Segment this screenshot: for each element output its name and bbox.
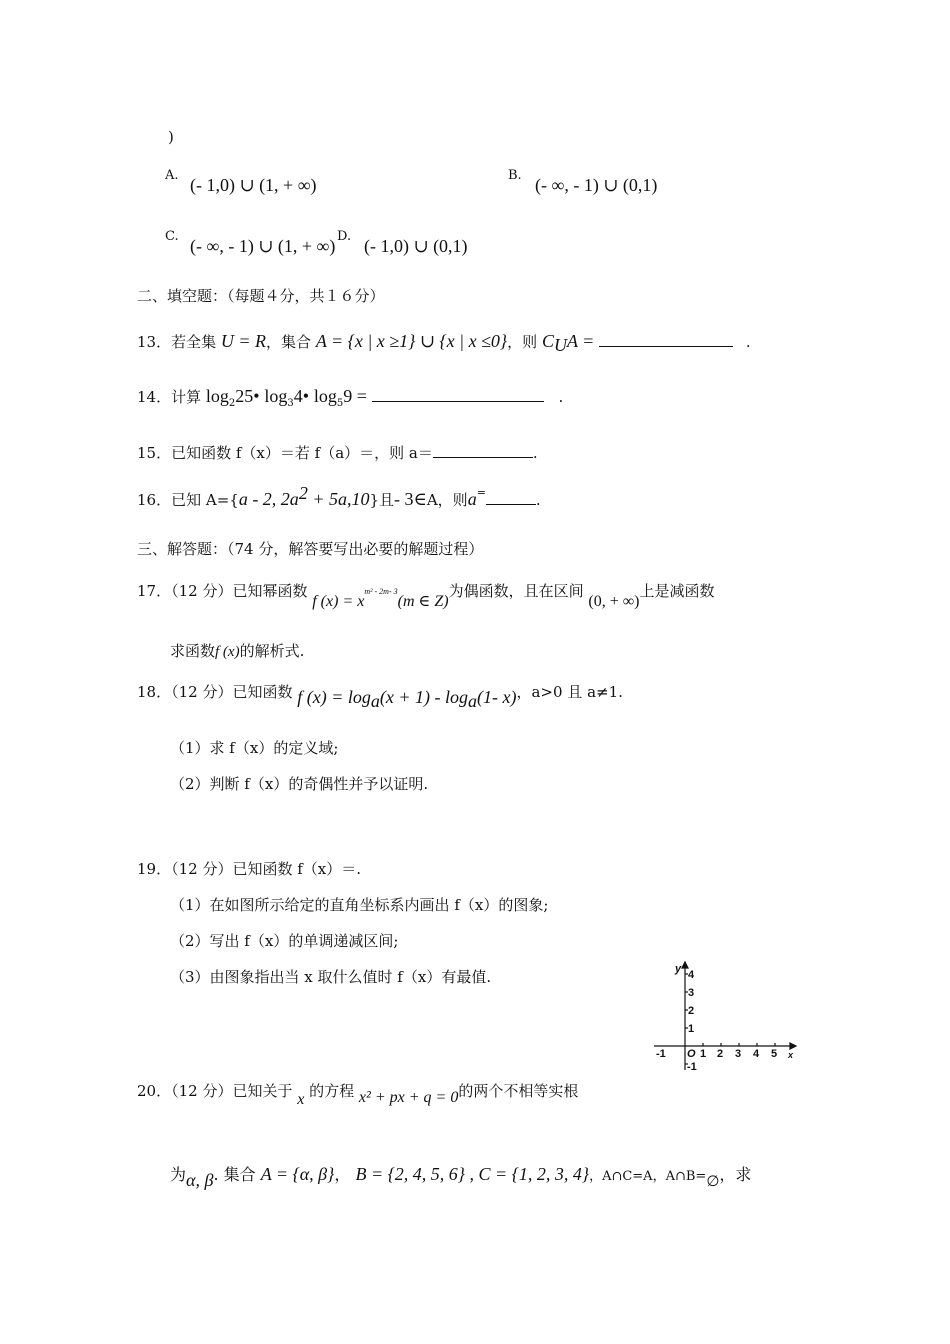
question-17 — [137, 577, 715, 610]
q19-text: （12 分）已知函数 f（x）＝. — [171, 860, 361, 878]
q14-log-2: log — [264, 386, 288, 406]
question-16 — [137, 482, 541, 511]
q16-math-3: - 3∈ — [394, 489, 427, 509]
x-tick-label: -1 — [656, 1048, 666, 1060]
q14-log-3-base: 5 — [336, 398, 344, 409]
q17-math-func: f (x) = x — [312, 593, 365, 610]
q16-math-1: a - 2, 2a — [238, 489, 299, 509]
q18-part-1: （1）求 f（x）的定义域; — [170, 739, 339, 757]
q20-line2-roots: α, β — [186, 1170, 214, 1190]
q14-log-2-arg: 4• — [293, 386, 310, 406]
q17-math-interval: (0, + ∞) — [588, 593, 640, 610]
question-13 — [137, 330, 751, 356]
q16-text-1: 已知 A={ — [171, 491, 239, 509]
question-14 — [137, 385, 563, 415]
q20-line2-sets-bc: B = {2, 4, 5, 6} , C = {1, 2, 3, 4} — [355, 1164, 590, 1184]
q16-text-4: = — [476, 486, 486, 499]
x-tick-label: 1 — [700, 1048, 707, 1060]
q16-math-sup: 2 — [298, 483, 308, 503]
q18-part-2: （2）判断 f（x）的奇偶性并予以证明. — [170, 775, 429, 793]
question-14-number: 14． — [137, 388, 172, 406]
q14-period: . — [558, 388, 564, 406]
q14-log-2-base: 3 — [287, 398, 294, 409]
question-19 — [137, 858, 361, 880]
section-2-heading: 二、填空题：（每题４分，共１６分） — [137, 287, 385, 305]
question-17-line-2 — [170, 640, 304, 663]
question-20-number: 20． — [137, 1082, 172, 1100]
question-20 — [137, 1080, 579, 1108]
answer-blank-13 — [599, 330, 733, 347]
question-18 — [137, 680, 623, 711]
q15-text: 已知函数 f（x）＝若 f（a）＝，则 a＝ — [171, 444, 433, 462]
q14-text: 计算 — [171, 388, 202, 406]
q20-line2-text-3: ， — [334, 1165, 351, 1184]
q16-math-2: + 5a,10 — [307, 489, 370, 509]
q17-line2-math: f (x) — [215, 644, 240, 660]
q20-line2-text-2: . 集合 — [213, 1165, 256, 1184]
q20-math-equation: x² + px + q = 0 — [358, 1089, 459, 1106]
q13-math-complement-sub: U — [553, 335, 567, 355]
answer-blank-15 — [433, 441, 533, 458]
q17-text-2: 为偶函数，且在区间 — [448, 582, 584, 600]
option-c-label: C. — [165, 229, 179, 244]
section-3-heading: 三、解答题：（74 分，解答要写出必要的解题过程） — [137, 540, 484, 558]
q20-text-1: （12 分）已知关于 — [171, 1082, 293, 1100]
q14-log-1-base: 2 — [228, 398, 236, 409]
q17-math-exp: m² - 2m- 3 — [364, 587, 398, 596]
y-tick-label: -1 — [687, 1061, 697, 1073]
q16-text-3: A，则 — [426, 491, 468, 509]
x-axis-arrow — [790, 1043, 796, 1049]
q16-period: . — [535, 491, 541, 509]
q13-text-3: ，则 — [507, 333, 538, 351]
q18-math-3: (1- x) — [477, 687, 517, 707]
q15-period: . — [532, 444, 538, 462]
q13-math-a-eq: A = — [566, 331, 595, 351]
x-axis-label: x — [788, 1050, 794, 1060]
q20-math-var: x — [297, 1091, 305, 1108]
y-axis-label: y — [675, 963, 682, 975]
q16-text-2: }且 — [369, 491, 395, 509]
question-16-number: 16． — [137, 491, 172, 509]
q18-text-1: （12 分）已知函数 — [171, 683, 293, 701]
question-18-number: 18． — [137, 683, 172, 701]
option-b-expr: (- ∞, - 1) ∪ (0,1) — [535, 175, 658, 195]
question-19-number: 19． — [137, 860, 172, 878]
question-13-number: 13． — [137, 333, 172, 351]
closing-paren: ) — [168, 128, 174, 146]
q19-part-2: （2）写出 f（x）的单调递减区间; — [170, 932, 399, 950]
q19-part-1: （1）在如图所示给定的直角坐标系内画出 f（x）的图象; — [170, 896, 549, 914]
q17-text-1: （12 分）已知幂函数 — [171, 582, 308, 600]
q13-math-universe: U = R — [220, 331, 267, 351]
option-a-label: A. — [165, 168, 179, 183]
answer-blank-16 — [486, 488, 536, 505]
question-15-number: 15． — [137, 444, 172, 462]
origin-label: O — [687, 1048, 696, 1060]
option-b-label: B. — [508, 168, 522, 183]
q20-text-2: 的方程 — [309, 1082, 355, 1100]
q14-log-1-arg: 25• — [235, 386, 260, 406]
y-tick-label: 4 — [688, 969, 695, 981]
question-17-number: 17． — [137, 582, 172, 600]
coordinate-axes-figure — [650, 960, 800, 1075]
q13-text-1: 若全集 — [171, 333, 217, 351]
q17-math-cond: (m ∈ Z) — [397, 593, 449, 610]
y-tick-label: 2 — [688, 1005, 695, 1017]
question-20-line-2 — [170, 1163, 751, 1188]
q16-math-4: a — [467, 489, 477, 509]
x-tick-label: 3 — [735, 1048, 742, 1060]
option-a-expr: (- 1,0) ∪ (1, + ∞) — [190, 175, 317, 195]
option-d-expr: (- 1,0) ∪ (0,1) — [364, 236, 468, 256]
q13-text-2: ，集合 — [266, 333, 312, 351]
q14-log-3: log — [313, 386, 337, 406]
q18-math-1: f (x) = log — [297, 687, 371, 707]
option-c-expr: (- ∞, - 1) ∪ (1, + ∞) — [190, 236, 336, 256]
q13-period: . — [745, 333, 751, 351]
q18-math-2: (x + 1) - log — [379, 687, 468, 707]
x-tick-label: 5 — [771, 1048, 778, 1060]
q14-log-3-arg: 9 = — [343, 386, 367, 406]
y-tick-label: 3 — [688, 987, 695, 999]
q20-line2-text-4: ，A∩C=A，A∩B= — [589, 1169, 707, 1184]
y-tick-label: 1 — [688, 1023, 695, 1035]
q20-text-3: 的两个不相等实根 — [458, 1082, 579, 1100]
q13-math-set-a: A = {x | x ≥1} ∪ {x | x ≤0} — [315, 331, 508, 351]
q18-math-sub-2: a — [468, 691, 477, 711]
q18-math-sub-1: a — [370, 691, 380, 711]
q17-line2-text-2: 的解析式. — [239, 642, 305, 660]
q14-log-1: log — [205, 386, 229, 406]
x-tick-label: 2 — [717, 1048, 724, 1060]
option-d-label: D. — [337, 229, 352, 244]
x-tick-label: 4 — [753, 1048, 760, 1060]
q20-line2-set-a: A = {α, β} — [260, 1164, 335, 1184]
q19-part-3: （3）由图象指出当 x 取什么值时 f（x）有最值. — [170, 968, 492, 986]
y-axis-arrow — [682, 962, 688, 968]
question-15 — [137, 441, 538, 464]
q20-line2-text-1: 为 — [170, 1165, 187, 1184]
q17-line2-text-1: 求函数 — [170, 642, 216, 660]
q20-line2-empty-set: ∅ — [706, 1174, 720, 1190]
q18-text-2: ，a>0 且 a≠1. — [516, 683, 623, 701]
q20-line2-text-5: ，求 — [719, 1165, 752, 1184]
q17-text-3: 上是减函数 — [639, 582, 715, 600]
q13-math-complement: C — [541, 331, 554, 351]
answer-blank-14 — [372, 391, 544, 402]
